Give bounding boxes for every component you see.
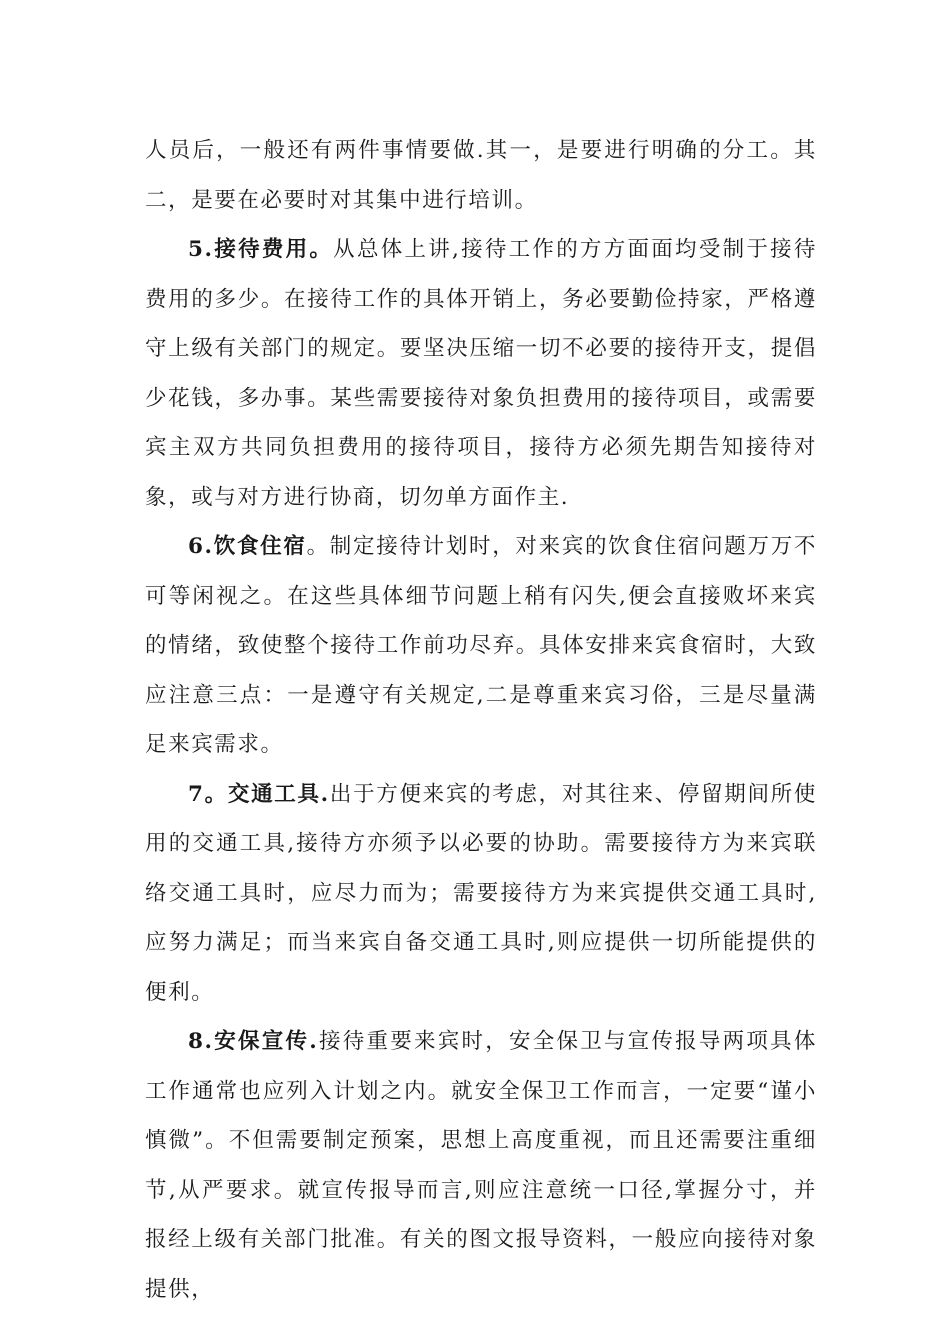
paragraph-body: 人员后，一般还有两件事情要做.其一，是要进行明确的分工。其二，是要在必要时对其集中进行培训。 — [145, 138, 817, 213]
section-heading: 5.接待费用。 — [188, 237, 334, 262]
paragraph-transportation — [145, 770, 817, 1018]
body-text — [145, 126, 817, 1314]
paragraph-body: 。制定接待计划时，对来宾的饮食住宿问题万万不可等闲视之。在这些具体细节问题上稍有闪失,便会直接败坏来宾的情绪，致使整个接待工作前功尽弃。具体安排来宾食宿时，大致应注意三点：一是遵守有关规定,二是尊重来宾习俗，三是尽量满足来宾需求。 — [145, 534, 818, 757]
section-heading: 6.饮食住宿 — [188, 534, 307, 559]
section-heading: 7。交通工具. — [188, 781, 330, 807]
paragraph-reception-cost — [145, 225, 817, 522]
paragraph-body: 出于方便来宾的考虑，对其往来、停留期间所使用的交通工具,接待方亦须予以必要的协助。需要接待方为来宾联络交通工具时，应尽力而为；需要接待方为来宾提供交通工具时,应努力满足；而当来宾自备交通工具时,则应提供一切所能提供的便利。 — [145, 781, 817, 1005]
paragraph-food-lodging — [145, 522, 817, 770]
paragraph-body: 从总体上讲,接待工作的方方面面均受制于接待费用的多少。在接待工作的具体开销上，务必要勤俭持家，严格遵守上级有关部门的规定。要坚决压缩一切不必要的接待开支，提倡少花钱，多办事。某些需要接待对象负担费用的接待项目，或需要宾主双方共同负担费用的接待项目，接待方必须先期告知接待对象，或与对方进行协商，切勿单方面作主. — [145, 237, 817, 510]
paragraph-continuation — [145, 126, 817, 225]
section-heading: 8.安保宣传. — [188, 1029, 319, 1054]
paragraph-security-publicity — [145, 1017, 817, 1314]
paragraph-body: 接待重要来宾时，安全保卫与宣传报导两项具体工作通常也应列入计划之内。就安全保卫工作而言，一定要“谨小慎微”。不但需要制定预案，思想上高度重视，而且还需要注重细节,从严要求。就宣传报导而言,则应注意统一口径,掌握分寸，并报经上级有关部门批准。有关的图文报导资料，一般应向接待对象提供， — [145, 1029, 817, 1302]
